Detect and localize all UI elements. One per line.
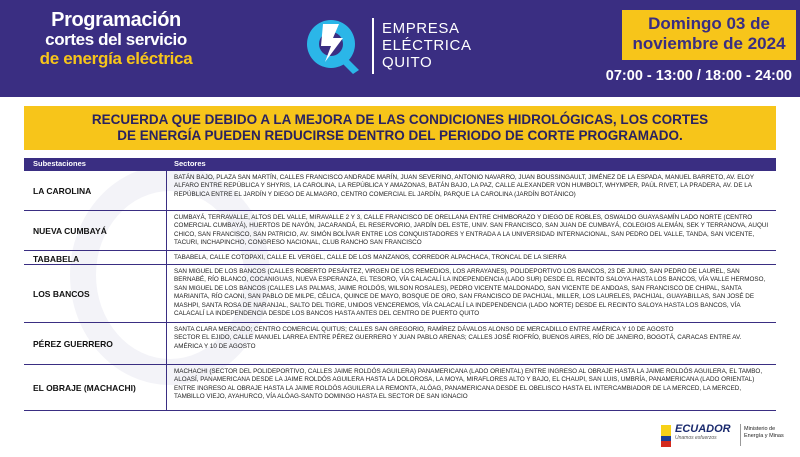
notice-line-2: DE ENERGÍA PUEDEN REDUCIRSE DENTRO DEL PERIODO DE CORTE PROGRAMADO. (117, 128, 683, 143)
ministry-line-2: Energía y Minas (744, 432, 784, 439)
substation-name: PÉREZ GUERRERO (33, 339, 113, 349)
sector-list (174, 368, 769, 402)
logo-separator (372, 18, 374, 74)
column-divider (166, 323, 167, 364)
ministry-line-1: Ministerio de (744, 426, 776, 432)
table-row-los-bancos (24, 265, 776, 323)
notice-banner (24, 106, 776, 150)
substation-name: TABABELA (33, 254, 80, 264)
company-name-line-2: ELÉCTRICA (382, 37, 472, 54)
title-line-2: cortes del servicio (45, 30, 187, 49)
substation-name: LOS BANCOS (33, 289, 90, 299)
government-slogan: Unamos esfuerzos (675, 435, 717, 441)
sector-list (174, 268, 769, 318)
substation-name: EL OBRAJE (MACHACHI) (33, 383, 136, 393)
company-name-line-1: EMPRESA (382, 20, 460, 37)
sector-list (174, 174, 769, 199)
flag-red-stripe (661, 441, 671, 447)
column-header-sectors: Sectores (174, 159, 206, 168)
table-row-la-carolina (24, 171, 776, 211)
table-header (24, 158, 776, 171)
flag-yellow-stripe (661, 425, 671, 436)
company-name-line-3: QUITO (382, 54, 433, 71)
sector-text: BATÁN BAJO, PLAZA SAN MARTÍN, CALLES FRANCISCO ANDRADE MARÍN, JUAN SEVERINO, ANTONIO NAVARRO, JUAN BOUSSINGAULT, JIMÉNEZ DE LA ESPADA, MANUEL BARRETO, AV. ELOY ALFARO ENTRE REPÚBLICA Y SHYRIS, LA CAROLINA, LA REPÚBLICA Y AMAZONAS, BATÁN BAJO, LA PAZ, CALLE ALEXANDER VON HUMBOLT, WHYMPER, PAÚL RIVET, LA PRADERA, AV. DE LA REPÚBLICA ENTRE EL JARDÍN Y DIEGO DE ALMAGRO, CENTRO COMERCIAL EL JARDÍN, PARQUE LA CAROLINA (JARDÍN BOTÁNICO) (174, 174, 754, 198)
sector-list (174, 214, 769, 248)
date-badge (622, 10, 796, 60)
sector-list (174, 326, 769, 351)
sector-text: SECTOR EL EJIDO, CALLE MANUEL LARREA ENTRE PÉREZ GUERRERO Y JUAN PABLO ARENAS; CALLES JOSÉ RIOFRÍO, BUENOS AIRES, RÍO DE JANEIRO, BOGOTÁ, CARACAS ENTRE AV. AMÉRICA Y 10 DE AGOSTO (174, 334, 742, 350)
outage-table (24, 158, 776, 411)
title-line-1: Programación (51, 9, 181, 31)
footer-separator (740, 424, 741, 446)
title-line-3: de energía eléctrica (39, 49, 193, 68)
ecuador-wordmark: ECUADOR (675, 423, 731, 435)
table-row-perez-guerrero (24, 323, 776, 365)
sector-list (174, 254, 769, 262)
sector-text: MACHACHI (SECTOR DEL POLIDEPORTIVO, CALLES JAIME ROLDÓS AGUILERA) PANAMERICANA (LADO ORIENTAL) ENTRE INGRESO AL OBRAJE HASTA LA JAIME ROLDÓS AGUILERA, EL TAMBO, ALOASÍ, PANAMERICANA DESDE LA JAIME ROLDÓS AGUILERA HASTA LA DOLOROSA, LA MOYA, MIRAFLORES ALTO Y BAJO, EL CHAUPI, SAN LUIS, UMBRÍA, PANAMERICANA (LADO ORIENTAL) ENTRE INGRESO AL OBRAJE HASTA LA JAIME ROLDÓS AGUILERA LA REMONTA, ALÓAG, PANAMERICANA DESDE EL OBELISCO HASTA EL INTERCAMBIADOR DE LA MERCED, LA MERCED, TAMBILLO VIEJO, AYAHURCO, VÍA ALÓAG-SANTO DOMINGO HASTA EL SECTOR DE SAN IGNACIO (174, 368, 763, 401)
column-header-substations: Subestaciones (33, 159, 86, 168)
table-row-tababela (24, 251, 776, 265)
column-divider (166, 365, 167, 410)
table-row-nueva-cumbaya (24, 211, 776, 251)
column-divider (166, 171, 167, 210)
substation-name: NUEVA CUMBAYÁ (33, 226, 107, 236)
column-divider (166, 251, 167, 264)
sector-text: TABABELA, CALLE COTOPAXI, CALLE EL VERGEL, CALLE DE LOS MANZANOS, CORREDOR ALPACHACA, TRONCAL DE LA SIERRA (174, 254, 567, 261)
company-name (382, 20, 472, 71)
substation-name: LA CAROLINA (33, 186, 92, 196)
column-divider (166, 211, 167, 250)
notice-line-1: RECUERDA QUE DEBIDO A LA MEJORA DE LAS CONDICIONES HIDROLÓGICAS, LOS CORTES (91, 112, 709, 127)
program-title (30, 11, 202, 68)
sector-text: SANTA CLARA MERCADO; CENTRO COMERCIAL QUITUS; CALLES SAN GREGORIO, RAMÍREZ DÁVALOS ALONSO DE MERCADILLO ENTRE AMÉRICA Y 10 DE AGOSTO (174, 326, 674, 333)
date-line-1: Domingo 03 de (648, 14, 770, 33)
government-logo (675, 424, 731, 441)
column-divider (166, 265, 167, 322)
ecuador-flag-icon (661, 425, 671, 447)
table-row-el-obraje (24, 365, 776, 411)
ministry-name (744, 426, 784, 439)
header-banner (0, 0, 800, 97)
date-line-2: noviembre de 2024 (632, 34, 786, 53)
sector-text: CUMBAYÁ, TERRAVALLE, ALTOS DEL VALLE, MIRAVALLE 2 Y 3, CALLE FRANCISCO DE ORELLANA ENTRE CHIMBORAZO Y DIEGO DE ROBLES, OSWALDO GUAYASAMÍN LADO NORTE (CENTRO COMERCIAL CUMBAYÁ), HUERTOS DE NAYÓN, JACARANDÁ, EL RESERVORIO, JARDÍN DEL ESTE, UNIV. SAN FRANCISCO, SAN JUAN DE CUMBAYÁ, COLEGIOS ALEMÁN, SEK Y TERRANOVA, AUQUI CHICO, SAN FRANCISCO, SAN PATRICIO, AV. SIMÓN BOLÍVAR ENTRE LOS CONQUISTADORES Y ENTRADA A LA UNIVERSIDAD INTERNACIONAL, SAN PEDRO DEL VALLE, TANDA, SAN VICENTE, TACURI, INCHAPINCHO, CONGRESO NACIONAL, CLUB RANCHO SAN FRANCISCO (174, 214, 769, 247)
sector-text: SAN MIGUEL DE LOS BANCOS (CALLES ROBERTO PESÁNTEZ, VIRGEN DE LOS REMEDIOS, LOS ARRAYANES), POLIDEPORTIVO LOS BANCOS, 23 DE JUNIO, SAN PEDRO DE LAUREL, SAN BERNABÉ, RÍO BLANCO, COCANIGUAS, NUEVA ESPERANZA, EL TESORO, VÍA CALACALÍ LA INDEPENDENCIA (LADO SUR) DESDE EL RECINTO SALOYA HASTA LOS BANCOS, VÍA VALLE HERMOSO, SAN MIGUEL DE LOS BANCOS (CALLES LAS PALMAS, JAIME ROLDÓS, WILSON ROSALES), PEDRO VICENTE MALDONADO, SAN VICENTE DE ANDOAS, SAN FRANCISCO DE CHIPAL, SANTA MARIANITA, RÍO CAONI, SAN PABLO DE MILPE, CÉLICA, QUINCE DE MAYO, BOSQUE DE ORO, SAN FRANCISCO DE PACHIJAL, MILLER, LOS LAURELES, PACHIJAL, GUAYABILLAS, SAN JOSÉ DE MASHPI, SANTA ROSA DE NARANJAL, SALTO DEL TIGRE, UNIDOS VENCEREMOS, VÍA CALACALÍ LA INDEPENDENCIA (LADO NORTE) DESDE EL RECINTO SALOYA HASTA LOS BANCOS, VÍA CALACALÍ LA INDEPENDENCIA DESDE LOS BANCOS HASTA ANTES DEL CENTRO DE PUERTO QUITO (174, 268, 766, 318)
outage-hours: 07:00 - 13:00 / 18:00 - 24:00 (605, 68, 792, 84)
eeq-logo-icon (303, 14, 365, 76)
